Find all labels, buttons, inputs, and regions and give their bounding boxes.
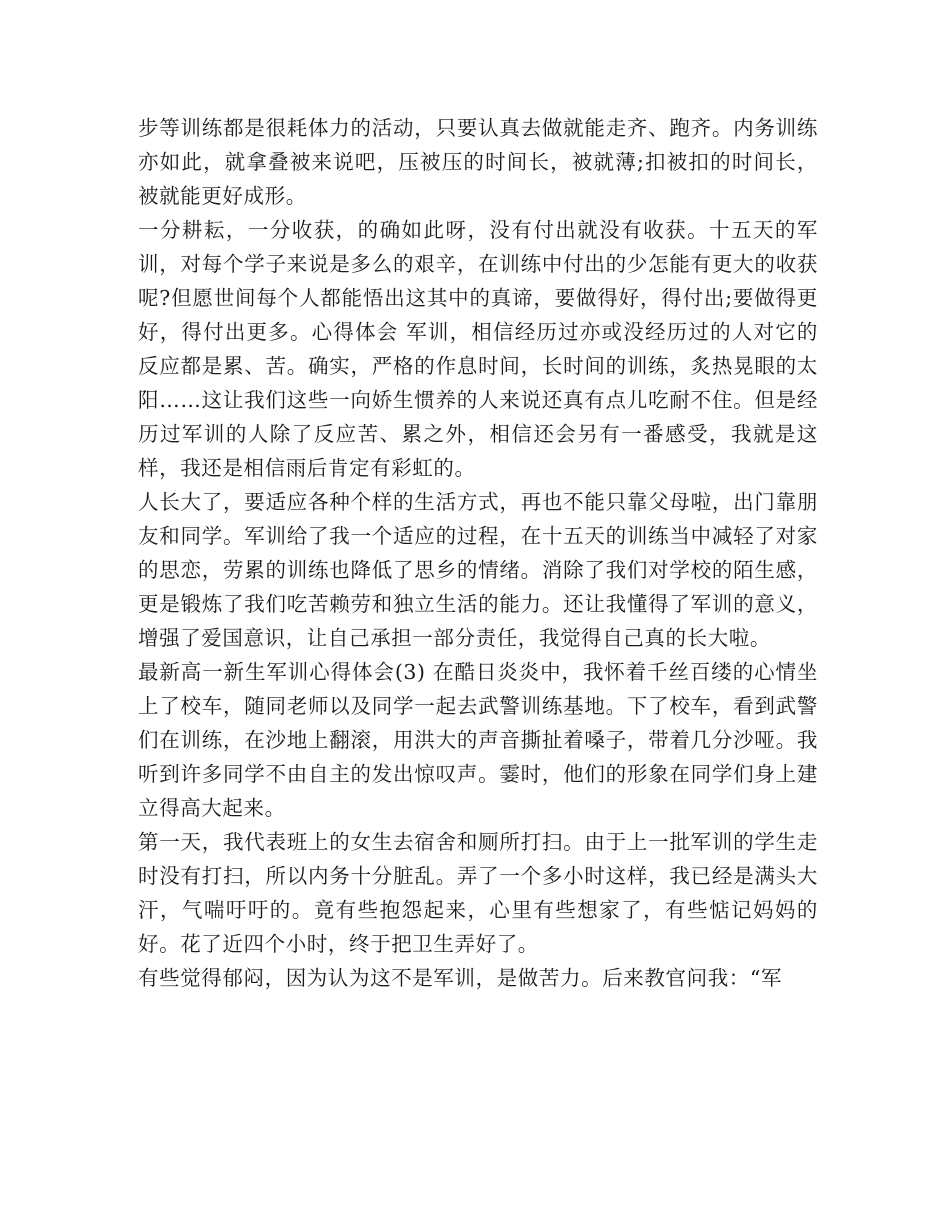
paragraph: 人长大了，要适应各种个样的生活方式，再也不能只靠父母啦，出门靠朋友和同学。军训给了我一个适应的过程，在十五天的训练当中减轻了对家的思恋，劳累的训练也降低了思乡的情绪。消除了我们对学校的陌生感，更是锻炼了我们吃苦赖劳和独立生活的能力。还让我懂得了军训的意义，增强了爱国意识，让自己承担一部分责任，我觉得自己真的长大啦。 bbox=[138, 490, 818, 650]
document-body bbox=[138, 111, 818, 995]
paragraph: 有些觉得郁闷，因为认为这不是军训，是做苦力。后来教官问我：“军 bbox=[138, 966, 783, 990]
paragraph: 步等训练都是很耗体力的活动，只要认真去做就能走齐、跑齐。内务训练亦如此，就拿叠被来说吧，压被压的时间长，被就薄;扣被扣的时间长，被就能更好成形。 bbox=[138, 116, 818, 208]
paragraph: 第一天，我代表班上的女生去宿舍和厕所打扫。由于上一批军训的学生走时没有打扫，所以内务十分脏乱。弄了一个多小时这样，我已经是满头大汗，气喘吁吁的。竟有些抱怨起来，心里有些想家了，有些惦记妈妈的好。花了近四个小时，终于把卫生弄好了。 bbox=[138, 830, 818, 956]
paragraph: 最新高一新生军训心得体会(3) 在酷日炎炎中，我怀着千丝百缕的心情坐上了校车，随同老师以及同学一起去武警训练基地。下了校车，看到武警们在训练，在沙地上翻滚，用洪大的声音撕扯着嗓子，带着几分沙哑。我听到许多同学不由自主的发出惊叹声。霎时，他们的形象在同学们身上建立得高大起来。 bbox=[138, 660, 818, 820]
paragraph: 一分耕耘，一分收获，的确如此呀，没有付出就没有收获。十五天的军训，对每个学子来说是多么的艰辛，在训练中付出的少怎能有更大的收获呢?但愿世间每个人都能悟出这其中的真谛，要做得好，得付出;要做得更好，得付出更多。心得体会 军训，相信经历过亦或没经历过的人对它的反应都是累、苦。确实，严格的作息时间，长时间的训练，炙热晃眼的太阳……这让我们这些一向娇生惯养的人来说还真有点儿吃耐不住。但是经历过军训的人除了反应苦、累之外，相信还会另有一番感受，我就是这样，我还是相信雨后肯定有彩虹的。 bbox=[138, 218, 818, 480]
